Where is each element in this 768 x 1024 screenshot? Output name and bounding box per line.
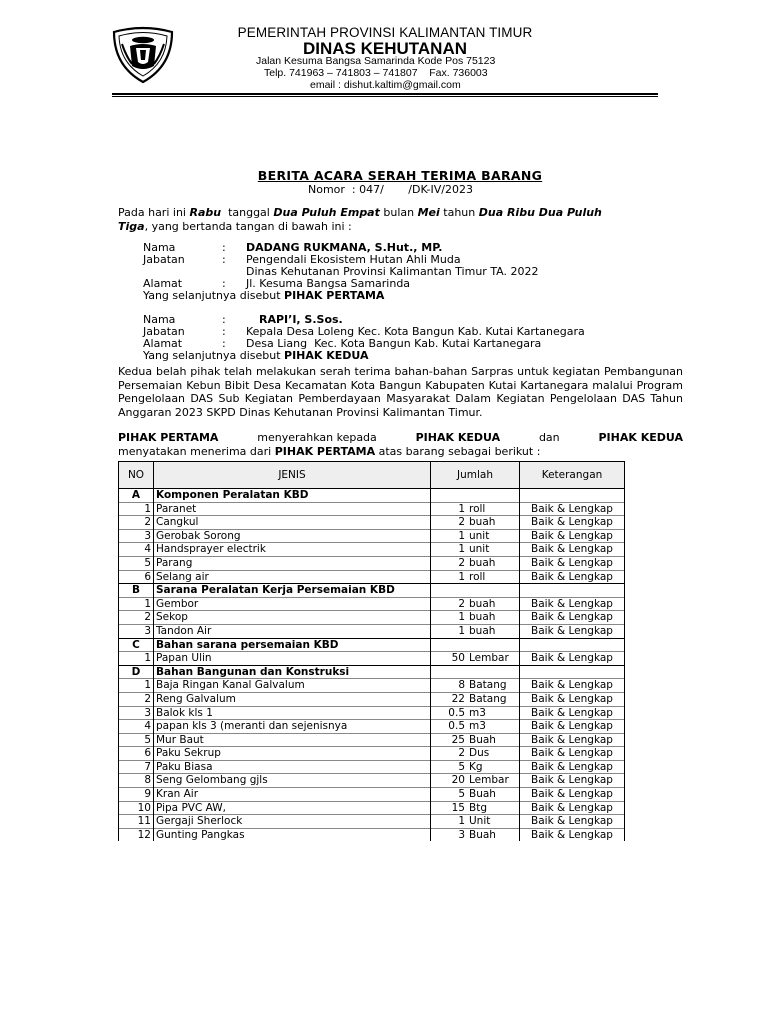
letterhead-address: Jalan Kesuma Bangsa Samarinda Kode Pos 75123 (256, 55, 496, 67)
cell-unit: m3 (467, 720, 520, 734)
cell-jenis: Selang air (154, 570, 431, 584)
cell-unit: m3 (467, 706, 520, 720)
table-row (119, 679, 625, 693)
cell-ket: Baik & Lengkap (520, 788, 625, 802)
cell-qty: 8 (431, 679, 468, 693)
cell-ket: Baik & Lengkap (520, 611, 625, 625)
cell-jenis: Gunting Pangkas (154, 828, 431, 841)
cell-ket (520, 638, 625, 652)
letterhead-divider-thin (112, 96, 658, 97)
table-row (119, 570, 625, 584)
cell-no: 7 (119, 760, 154, 774)
cell-jenis: Handsprayer electrik (154, 543, 431, 557)
table-row (119, 747, 625, 761)
cell-no: 5 (119, 556, 154, 570)
cell-no: 9 (119, 788, 154, 802)
cell-no: 8 (119, 774, 154, 788)
header-jumlah: Jumlah (431, 462, 520, 489)
cell-jenis: Gembor (154, 597, 431, 611)
provincial-emblem-icon (110, 26, 176, 84)
cell-jenis: papan kls 3 (meranti dan sejenisnya (154, 720, 431, 734)
cell-ket: Baik & Lengkap (520, 624, 625, 638)
colon: : (222, 313, 226, 326)
cell-no: 3 (119, 706, 154, 720)
cell-jenis: Gerobak Sorong (154, 529, 431, 543)
items-table (118, 461, 625, 841)
cell-unit: buah (467, 611, 520, 625)
header-no: NO (119, 462, 154, 489)
cell-ket: Baik & Lengkap (520, 502, 625, 516)
cell-ket: Baik & Lengkap (520, 679, 625, 693)
cell-no: 10 (119, 801, 154, 815)
cell-ket: Baik & Lengkap (520, 556, 625, 570)
cell-ket: Baik & Lengkap (520, 652, 625, 666)
cell-unit: Lembar (467, 652, 520, 666)
cell-no: B (119, 584, 154, 598)
cell-no: 6 (119, 747, 154, 761)
table-section-row (119, 638, 625, 652)
cell-no: 6 (119, 570, 154, 584)
table-row (119, 529, 625, 543)
header-jenis: JENIS (154, 462, 431, 489)
cell-jenis: Papan Ulin (154, 652, 431, 666)
body-paragraph: Kedua belah pihak telah melakukan serah terima bahan-bahan Sarpras untuk kegiatan Pembangunan Persemaian Kebun Bibit Desa Kecamatan Kota Bangun Kabupaten Kutai Kartanegara malalui Program Pengelolaan DAS Sub Kegiatan Pemberdayaan Masyarakat Dalam Kegiatan Pengelolaan DAS Tahun Anggaran 2023 SKPD Dinas Kehutanan Provinsi Kalimantan Timur. (118, 365, 683, 419)
table-row (119, 502, 625, 516)
cell-qty (431, 489, 468, 503)
cell-unit: Buah (467, 788, 520, 802)
cell-jenis: Tandon Air (154, 624, 431, 638)
cell-jenis: Cangkul (154, 516, 431, 530)
party1-position-line2: Dinas Kehutanan Provinsi Kalimantan Timur TA. 2022 (246, 265, 539, 278)
items-table-body (119, 489, 625, 842)
cell-ket: Baik & Lengkap (520, 828, 625, 841)
cell-unit: Unit (467, 815, 520, 829)
cell-jenis: Paranet (154, 502, 431, 516)
cell-unit (467, 489, 520, 503)
table-section-row (119, 584, 625, 598)
cell-qty: 1 (431, 529, 468, 543)
party1-address-label: Alamat (143, 277, 183, 290)
cell-qty: 2 (431, 747, 468, 761)
cell-unit: buah (467, 516, 520, 530)
colon: : (222, 253, 226, 266)
opening-year: Dua Ribu Dua Puluh (478, 206, 602, 219)
opening-text: tahun (439, 206, 479, 219)
cell-jenis: Paku Biasa (154, 760, 431, 774)
cell-qty (431, 584, 468, 598)
table-row (119, 720, 625, 734)
cell-qty: 0.5 (431, 706, 468, 720)
party1-name-label: Nama (143, 241, 176, 254)
colon: : (222, 337, 226, 350)
document-title: BERITA ACARA SERAH TERIMA BARANG (257, 168, 543, 183)
cell-no: 4 (119, 543, 154, 557)
cell-unit: Buah (467, 828, 520, 841)
cell-ket (520, 584, 625, 598)
opening-text: bulan (379, 206, 418, 219)
cell-jenis: Sarana Peralatan Kerja Persemaian KBD (154, 584, 431, 598)
party2-name-label: Nama (143, 313, 176, 326)
table-row (119, 556, 625, 570)
cell-unit: buah (467, 624, 520, 638)
cell-ket (520, 665, 625, 679)
party2-position: Kepala Desa Loleng Kec. Kota Bangun Kab. Kutai Kartanegara (246, 325, 585, 338)
colon: : (222, 277, 226, 290)
party1-designation: Yang selanjutnya disebut PIHAK PERTAMA (143, 289, 385, 302)
cell-ket: Baik & Lengkap (520, 570, 625, 584)
cell-qty: 20 (431, 774, 468, 788)
cell-no: 1 (119, 652, 154, 666)
table-section-row (119, 489, 625, 503)
cell-jenis: Gergaji Sherlock (154, 815, 431, 829)
cell-ket (520, 489, 625, 503)
cell-no: 3 (119, 529, 154, 543)
cell-ket: Baik & Lengkap (520, 706, 625, 720)
cell-no: 2 (119, 692, 154, 706)
cell-unit (467, 665, 520, 679)
party1-position: Pengendali Ekosistem Hutan Ahli Muda (246, 253, 461, 266)
cell-no: 1 (119, 597, 154, 611)
opening-month: Mei (417, 206, 440, 219)
letterhead-government: PEMERINTAH PROVINSI KALIMANTAN TIMUR (237, 25, 533, 40)
cell-unit: unit (467, 529, 520, 543)
cell-qty: 22 (431, 692, 468, 706)
colon: : (222, 241, 226, 254)
cell-jenis: Sekop (154, 611, 431, 625)
cell-ket: Baik & Lengkap (520, 774, 625, 788)
cell-no: 11 (119, 815, 154, 829)
cell-jenis: Mur Baut (154, 733, 431, 747)
letterhead-department: DINAS KEHUTANAN (302, 39, 467, 58)
table-row (119, 692, 625, 706)
cell-no: C (119, 638, 154, 652)
cell-no: D (119, 665, 154, 679)
opening-text: Pada hari ini (118, 206, 190, 219)
cell-no: 2 (119, 516, 154, 530)
cell-unit: Buah (467, 733, 520, 747)
letterhead-phone: Telp. 741963 – 741803 – 741807 Fax. 736003 (264, 67, 488, 79)
table-row (119, 652, 625, 666)
cell-jenis: Kran Air (154, 788, 431, 802)
cell-qty: 1 (431, 502, 468, 516)
cell-no: 3 (119, 624, 154, 638)
cell-qty: 0.5 (431, 720, 468, 734)
document-number: Nomor : 047/ /DK-IV/2023 (308, 183, 473, 196)
letterhead-divider (112, 93, 658, 95)
header-keterangan: Keterangan (520, 462, 625, 489)
cell-unit: roll (467, 502, 520, 516)
table-row (119, 733, 625, 747)
cell-qty: 25 (431, 733, 468, 747)
party2-designation: Yang selanjutnya disebut PIHAK KEDUA (143, 349, 369, 362)
cell-qty: 2 (431, 597, 468, 611)
handover-statement: PIHAK PERTAMA menyerahkan kepada PIHAK KEDUA dan PIHAK KEDUA menyatakan menerima dari PIHAK PERTAMA atas barang sebagai berikut : (118, 431, 683, 458)
cell-unit (467, 584, 520, 598)
cell-jenis: Reng Galvalum (154, 692, 431, 706)
cell-jenis: Parang (154, 556, 431, 570)
cell-unit: Batang (467, 679, 520, 693)
cell-unit: buah (467, 597, 520, 611)
table-row (119, 624, 625, 638)
cell-no: 2 (119, 611, 154, 625)
cell-ket: Baik & Lengkap (520, 747, 625, 761)
colon: : (222, 325, 226, 338)
cell-qty: 1 (431, 543, 468, 557)
table-row (119, 516, 625, 530)
cell-no: 1 (119, 679, 154, 693)
cell-unit: buah (467, 556, 520, 570)
table-row (119, 597, 625, 611)
cell-unit (467, 638, 520, 652)
cell-unit: Dus (467, 747, 520, 761)
party1-name: DADANG RUKMANA, S.Hut., MP. (246, 241, 443, 254)
cell-ket: Baik & Lengkap (520, 529, 625, 543)
cell-qty: 2 (431, 516, 468, 530)
opening-text: tanggal (221, 206, 274, 219)
table-row (119, 828, 625, 841)
cell-jenis: Paku Sekrup (154, 747, 431, 761)
cell-unit: Btg (467, 801, 520, 815)
cell-qty (431, 638, 468, 652)
opening-year-end: Tiga (118, 219, 145, 233)
table-row (119, 611, 625, 625)
party1-position-label: Jabatan (143, 253, 185, 266)
cell-jenis: Balok kls 1 (154, 706, 431, 720)
cell-jenis: Baja Ringan Kanal Galvalum (154, 679, 431, 693)
cell-qty (431, 665, 468, 679)
cell-qty: 1 (431, 815, 468, 829)
cell-ket: Baik & Lengkap (520, 801, 625, 815)
table-row (119, 706, 625, 720)
table-row (119, 543, 625, 557)
cell-no: 1 (119, 502, 154, 516)
cell-jenis: Seng Gelombang gjls (154, 774, 431, 788)
cell-no: 4 (119, 720, 154, 734)
table-row (119, 760, 625, 774)
opening-date: Dua Puluh Empat (273, 206, 380, 219)
table-row (119, 788, 625, 802)
cell-ket: Baik & Lengkap (520, 815, 625, 829)
cell-unit: Batang (467, 692, 520, 706)
party1-address: Jl. Kesuma Bangsa Samarinda (246, 277, 411, 290)
opening-text: , yang bertanda tangan di bawah ini : (144, 219, 352, 233)
cell-no: 5 (119, 733, 154, 747)
cell-ket: Baik & Lengkap (520, 760, 625, 774)
cell-qty: 15 (431, 801, 468, 815)
cell-unit: unit (467, 543, 520, 557)
cell-qty: 5 (431, 788, 468, 802)
table-row (119, 801, 625, 815)
cell-qty: 5 (431, 760, 468, 774)
cell-qty: 2 (431, 556, 468, 570)
table-row (119, 774, 625, 788)
cell-jenis: Bahan sarana persemaian KBD (154, 638, 431, 652)
cell-qty: 3 (431, 828, 468, 841)
table-section-row (119, 665, 625, 679)
cell-unit: Kg (467, 760, 520, 774)
cell-jenis: Pipa PVC AW, (154, 801, 431, 815)
party2-position-label: Jabatan (143, 325, 185, 338)
cell-ket: Baik & Lengkap (520, 733, 625, 747)
cell-ket: Baik & Lengkap (520, 543, 625, 557)
cell-ket: Baik & Lengkap (520, 516, 625, 530)
cell-jenis: Komponen Peralatan KBD (154, 489, 431, 503)
opening-paragraph (118, 206, 683, 233)
cell-qty: 50 (431, 652, 468, 666)
cell-jenis: Bahan Bangunan dan Konstruksi (154, 665, 431, 679)
cell-no: 12 (119, 828, 154, 841)
letterhead-email: email : dishut.kaltim@gmail.com (310, 79, 461, 91)
cell-ket: Baik & Lengkap (520, 692, 625, 706)
cell-ket: Baik & Lengkap (520, 720, 625, 734)
table-header-row (119, 462, 625, 489)
cell-qty: 1 (431, 624, 468, 638)
cell-ket: Baik & Lengkap (520, 597, 625, 611)
cell-no: A (119, 489, 154, 503)
cell-qty: 1 (431, 611, 468, 625)
party2-name: RAPI’I, S.Sos. (259, 313, 343, 326)
opening-day: Rabu (189, 206, 222, 219)
cell-unit: Lembar (467, 774, 520, 788)
party2-address-label: Alamat (143, 337, 183, 350)
cell-unit: roll (467, 570, 520, 584)
cell-qty: 1 (431, 570, 468, 584)
table-row (119, 815, 625, 829)
party2-address: Desa Liang Kec. Kota Bangun Kab. Kutai Kartanegara (246, 337, 542, 350)
